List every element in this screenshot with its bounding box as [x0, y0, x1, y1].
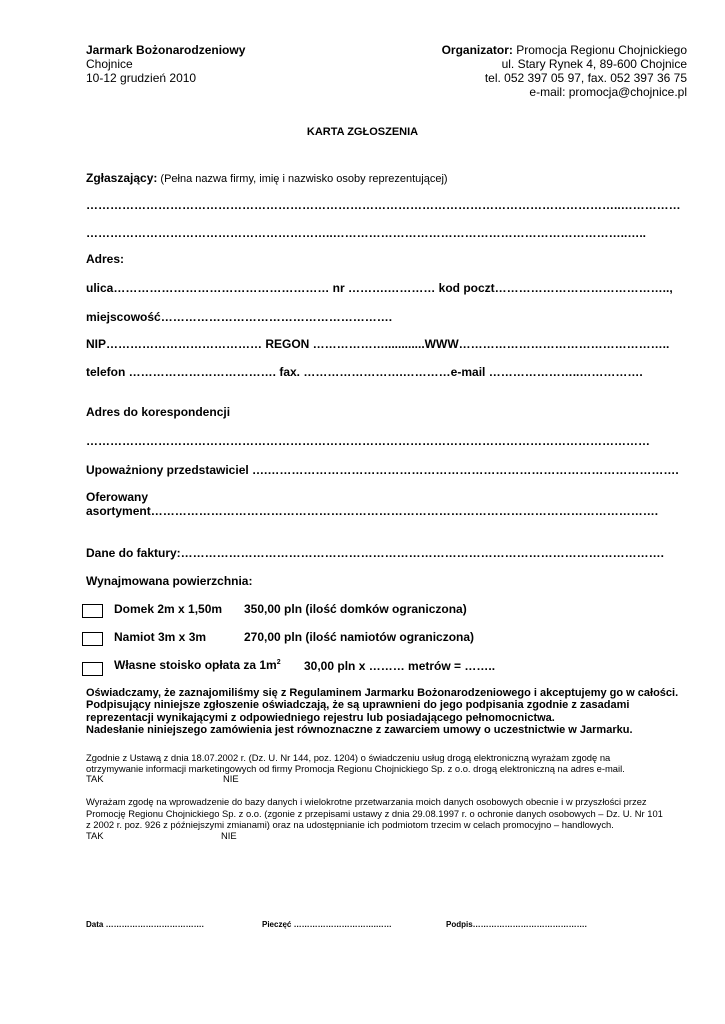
option-own-stand-price: 30,00 pln x ……… metrów = ……..	[304, 659, 496, 673]
offer-field[interactable]: asortyment……………………………………………………………………………………………………………….	[86, 504, 659, 518]
applicant-field-2[interactable]: ……………………………………………………..………………………………………………………………..…..	[86, 226, 647, 240]
consent-data-no[interactable]: NIE	[221, 830, 237, 841]
form-title: KARTA ZGŁOSZENIA	[306, 126, 419, 138]
event-title: Jarmark Bożonarodzeniowy	[86, 43, 246, 57]
declaration-line-2: Podpisujący niniejsze zgłoszenie oświadczają, że są uprawnieni do jego podpisania zgodnie z zasadami	[86, 699, 630, 711]
option-checkbox-own-stand[interactable]	[82, 662, 103, 676]
consent-marketing-line-1: Zgodnie z Ustawą z dnia 18.07.2002 r. (Dz. U. Nr 144, poz. 1204) o świadczeniu usług drogą elektroniczną wyrażam zgodę na	[86, 752, 611, 763]
option-tent-price: 270,00 pln (ilość namiotów ograniczona)	[244, 630, 475, 644]
sign-signature-field[interactable]: Podpis…………………………………….	[446, 920, 587, 929]
event-dates: 10-12 grudzień 2010	[86, 71, 197, 85]
representative-field[interactable]: Upoważniony przedstawiciel ….………………………………………………………………………………………….	[86, 463, 679, 477]
sign-date-field[interactable]: Data ……………………………….	[86, 920, 204, 929]
organizer-phone: tel. 052 397 05 97, fax. 052 397 36 75	[484, 71, 687, 85]
organizer-address: ul. Stary Rynek 4, 89-600 Chojnice	[501, 57, 687, 71]
declaration-line-1: Oświadczamy, że zaznajomiliśmy się z Regulaminem Jarmarku Bożonarodzeniowego i akceptujemy go w całości.	[86, 687, 679, 699]
correspondence-label: Adres do korespondencji	[86, 405, 231, 419]
organizer-line	[442, 43, 687, 57]
offer-label: Oferowany	[86, 490, 149, 504]
sign-stamp-field[interactable]: Pieczęć ………………………….……	[262, 920, 392, 929]
declaration-line-4: Nadesłanie niniejszego zamówienia jest równoznaczne z zawarciem umowy o uczestnictwie w Jarmarku.	[86, 724, 633, 736]
organizer-label: Organizator:	[441, 43, 513, 57]
option-checkbox-tent[interactable]	[82, 632, 103, 646]
option-own-stand-label	[114, 658, 281, 672]
applicant-hint: (Pełna nazwa firmy, imię i nazwisko osoby reprezentującej)	[157, 173, 448, 185]
option-house-label: Domek 2m x 1,50m	[114, 602, 223, 616]
declaration-line-3: reprezentacji wynikającymi z odpowiedniego rejestru lub posiadającego pełnomocnictwa.	[86, 712, 555, 724]
consent-marketing-no[interactable]: NIE	[223, 773, 239, 784]
consent-data-line-3: z 2002 r. poz. 926 z późniejszymi zmianami) oraz na udostępnianie ich podmiotom trzecim w celach promocyjno – handlowych.	[86, 819, 614, 830]
street-field[interactable]: ulica……………………………………………… nr ……….………… kod poczt……………………………………..,	[86, 281, 673, 295]
organizer-name: Promocja Regionu Chojnickiego	[512, 43, 687, 57]
nip-regon-www-field[interactable]: NIP………………………………… REGON ………………............WWW……………………………………………..	[86, 337, 670, 351]
consent-data-line-1: Wyrażam zgodę na wprowadzenie do bazy danych i wielokrotne przetwarzania moich danych osobowych obecnie i w przyszłości przez	[86, 796, 647, 807]
option-own-stand-text: Własne stoisko opłata za 1m	[114, 658, 277, 672]
city-field[interactable]: miejscowość………………………………………………….	[86, 310, 393, 324]
correspondence-field[interactable]: ……………………………………………………………………………………………………………………………	[86, 434, 650, 448]
phone-fax-email-field[interactable]: telefon ………………………………. fax. …………………….…………e-mail …………………..…………….	[86, 365, 643, 379]
invoice-field[interactable]: Dane do faktury:………………………………………………………………………………………………………….	[86, 546, 665, 560]
rental-label: Wynajmowana powierzchnia:	[86, 574, 253, 588]
consent-marketing-yes[interactable]: TAK	[86, 773, 104, 784]
consent-data-yes[interactable]: TAK	[86, 830, 104, 841]
consent-marketing-line-2: otrzymywanie informacji marketingowych od firmy Promocja Regionu Chojnickiego Sp. z o.o. drogą elektroniczną na adres e-mail.	[86, 763, 625, 774]
option-checkbox-house[interactable]	[82, 604, 103, 618]
option-tent-label: Namiot 3m x 3m	[114, 630, 207, 644]
option-own-stand-sup: 2	[276, 659, 281, 666]
applicant-label: Zgłaszający:	[86, 171, 158, 185]
consent-data-line-2: Promocję Regionu Chojnickiego Sp. z o.o. (zgonie z przepisami ustawy z dnia 29.08.1997 r. o ochronie danych osobowych – Dz. U. Nr 101	[86, 808, 663, 819]
option-house-price: 350,00 pln (ilość domków ograniczona)	[244, 602, 467, 616]
applicant-row	[86, 169, 448, 187]
address-label: Adres:	[86, 252, 125, 266]
organizer-email: e-mail: promocja@chojnice.pl	[529, 85, 687, 99]
event-city: Chojnice	[86, 57, 133, 71]
applicant-field-1[interactable]: ……………………………………………………………………………………………………………………..……………	[86, 198, 681, 212]
